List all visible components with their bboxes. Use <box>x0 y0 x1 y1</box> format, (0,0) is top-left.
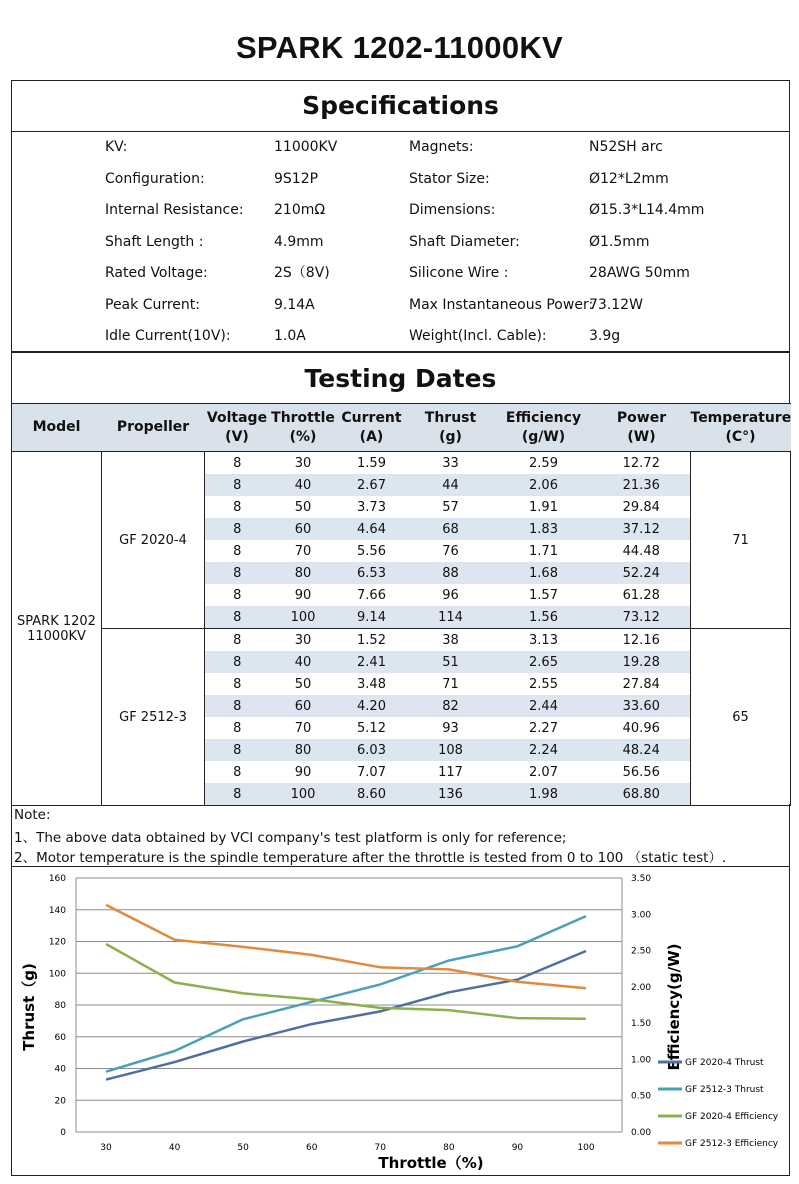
spec-label: Rated Voltage: <box>105 265 208 281</box>
data-cell: 12.72 <box>622 455 660 471</box>
data-cell: 6.53 <box>337 562 407 584</box>
data-cell: 37.12 <box>593 518 691 540</box>
x-tick-label: 90 <box>511 1143 524 1153</box>
data-cell: 8 <box>205 540 270 562</box>
notes-heading: Note: <box>14 807 51 823</box>
data-cell: 30 <box>294 632 312 648</box>
data-cell: 1.98 <box>495 783 593 806</box>
table-row <box>12 629 791 652</box>
column-header: Throttle (%) <box>270 404 337 452</box>
data-cell: 51 <box>407 651 495 673</box>
data-cell: 9.14 <box>337 606 407 629</box>
data-cell: 30 <box>294 455 312 471</box>
temperature-cell: 71 <box>691 452 791 629</box>
data-cell: 44 <box>407 474 495 496</box>
data-cell: 3.13 <box>529 632 558 648</box>
temperature-cell: 65 <box>691 629 791 806</box>
data-cell: 8 <box>205 783 270 806</box>
data-cell: 4.20 <box>337 695 407 717</box>
specifications-heading: Specifications <box>12 81 789 132</box>
data-cell: 70 <box>294 720 312 736</box>
data-cell: 68 <box>407 518 495 540</box>
data-cell: 8 <box>205 673 270 695</box>
spec-value: 9S12P <box>274 170 319 187</box>
data-cell: 71 <box>442 676 459 692</box>
spec-row <box>12 290 789 321</box>
data-cell: 88 <box>407 562 495 584</box>
data-cell: 8 <box>205 629 270 652</box>
data-cell: 1.91 <box>529 499 558 515</box>
data-cell: 8 <box>205 562 270 584</box>
y2-tick-label: 1.50 <box>631 1019 652 1030</box>
data-cell: 3.48 <box>357 676 386 692</box>
data-cell: 136 <box>407 783 495 806</box>
column-header: Efficiency (g/W) <box>495 404 593 452</box>
specifications-panel <box>11 80 790 352</box>
data-cell: 40 <box>270 651 337 673</box>
x-tick-label: 60 <box>305 1143 318 1153</box>
data-cell: 90 <box>294 764 312 780</box>
column-header: Current (A) <box>337 404 407 452</box>
data-cell: 96 <box>442 587 459 603</box>
y2-tick-label: 1.00 <box>631 1055 652 1066</box>
legend-label: GF 2512-3 Efficiency <box>685 1139 779 1149</box>
performance-chart <box>11 866 790 1176</box>
data-cell: 7.07 <box>357 764 386 780</box>
table-header-row <box>12 404 791 452</box>
spec-label: Configuration: <box>105 170 205 187</box>
y-tick-label: 100 <box>48 969 66 980</box>
column-header: Propeller <box>102 404 205 452</box>
data-cell: 8 <box>205 496 270 518</box>
y2-axis-label: Efficiency(g/W) <box>665 943 683 1071</box>
data-cell: 12.16 <box>622 632 660 648</box>
data-cell: 8 <box>205 606 270 629</box>
spec-label: KV: <box>105 139 128 155</box>
data-cell: 2.55 <box>529 676 558 692</box>
data-cell: 1.56 <box>495 606 593 629</box>
spec-value: 2S（8V) <box>274 265 330 281</box>
y2-tick-label: 0.50 <box>631 1091 652 1102</box>
y-tick-label: 160 <box>48 874 66 884</box>
spec-value: N52SH arc <box>589 139 663 155</box>
data-cell: 80 <box>270 739 337 761</box>
data-cell: 5.56 <box>357 543 386 559</box>
data-cell: 40 <box>270 474 337 496</box>
data-cell: 108 <box>407 739 495 761</box>
data-cell: 1.83 <box>495 518 593 540</box>
data-cell: 52.24 <box>593 562 691 584</box>
y2-tick-label: 3.50 <box>631 874 652 884</box>
y2-tick-label: 3.00 <box>631 910 652 921</box>
propeller-cell: GF 2512-3 <box>102 629 205 806</box>
data-cell: 8 <box>205 651 270 673</box>
spec-value: Ø12*L2mm <box>589 170 669 187</box>
spec-value: 1.0A <box>274 328 306 344</box>
y-tick-label: 80 <box>54 1001 66 1011</box>
data-cell: 100 <box>270 606 337 629</box>
data-cell: 7.66 <box>357 587 386 603</box>
y2-tick-label: 2.50 <box>631 946 652 957</box>
data-cell: 8 <box>205 474 270 496</box>
y2-tick-label: 0.00 <box>631 1128 652 1138</box>
data-cell: 60 <box>270 518 337 540</box>
data-cell: 2.65 <box>495 651 593 673</box>
data-cell: 73.12 <box>593 606 691 629</box>
data-cell: 114 <box>407 606 495 629</box>
spec-label: Idle Current(10V): <box>105 328 231 344</box>
x-tick-label: 70 <box>374 1143 387 1153</box>
spec-label: Weight(Incl. Cable): <box>409 328 547 344</box>
data-cell: 60 <box>270 695 337 717</box>
propeller-cell: GF 2020-4 <box>102 452 205 629</box>
x-tick-label: 40 <box>168 1143 181 1153</box>
spec-label: Stator Size: <box>409 170 490 187</box>
note-line-1: 1、The above data obtained by VCI company's test platform is only for reference; <box>14 830 567 846</box>
spec-value: 210mΩ <box>274 202 326 218</box>
data-cell: 8.60 <box>337 783 407 806</box>
data-cell: 1.52 <box>357 632 386 648</box>
chart-canvas <box>12 867 789 1175</box>
series-line <box>106 951 586 1080</box>
data-cell: 2.44 <box>495 695 593 717</box>
testing-data-table <box>11 403 791 806</box>
y-tick-label: 140 <box>48 905 66 916</box>
data-cell: 5.12 <box>357 720 386 736</box>
data-cell: 8 <box>205 739 270 761</box>
y2-tick-label: 2.00 <box>631 982 652 993</box>
x-tick-label: 30 <box>100 1143 112 1153</box>
data-cell: 19.28 <box>593 651 691 673</box>
data-cell: 8 <box>205 717 270 739</box>
data-cell: 8 <box>205 584 270 606</box>
data-cell: 2.59 <box>529 455 558 471</box>
column-header: Thrust (g) <box>407 404 495 452</box>
data-cell: 44.48 <box>622 543 660 559</box>
spec-value: 73.12W <box>589 296 643 313</box>
data-cell: 27.84 <box>622 676 660 692</box>
data-cell: 70 <box>294 543 312 559</box>
data-cell: 1.59 <box>357 455 386 471</box>
data-cell: 93 <box>442 720 459 736</box>
data-cell: 40.96 <box>622 720 660 736</box>
data-cell: 50 <box>294 499 312 515</box>
spec-value: Ø15.3*L14.4mm <box>589 202 705 218</box>
data-cell: 4.64 <box>337 518 407 540</box>
data-cell: 21.36 <box>593 474 691 496</box>
data-cell: 57 <box>442 499 459 515</box>
data-cell: 6.03 <box>337 739 407 761</box>
data-cell: 1.71 <box>529 543 558 559</box>
y-tick-label: 120 <box>48 937 66 948</box>
data-cell: 33.60 <box>593 695 691 717</box>
page-title: SPARK 1202-11000KV <box>235 30 564 65</box>
spec-row <box>12 227 789 258</box>
data-cell: 8 <box>205 518 270 540</box>
data-cell: 82 <box>407 695 495 717</box>
data-cell: 61.28 <box>622 587 660 603</box>
data-cell: 33 <box>442 455 459 471</box>
spec-label: Magnets: <box>409 139 474 155</box>
data-cell: 8 <box>205 761 270 783</box>
data-cell: 2.67 <box>337 474 407 496</box>
y-tick-label: 0 <box>60 1128 66 1138</box>
data-cell: 76 <box>442 543 459 559</box>
x-tick-label: 80 <box>443 1143 455 1153</box>
data-cell: 50 <box>294 676 312 692</box>
data-cell: 2.41 <box>337 651 407 673</box>
y-tick-label: 20 <box>54 1096 66 1107</box>
spec-row <box>12 258 789 289</box>
legend-label: GF 2020-4 Efficiency <box>685 1112 779 1122</box>
spec-label: Internal Resistance: <box>105 202 244 218</box>
y-tick-label: 40 <box>54 1064 66 1075</box>
spec-value: 3.9g <box>589 328 621 344</box>
spec-label: Shaft Length : <box>105 233 204 250</box>
spec-value: 4.9mm <box>274 233 324 250</box>
y-axis-label: Thrust（g) <box>20 963 38 1051</box>
column-header: Voltage (V) <box>205 404 270 452</box>
legend-label: GF 2512-3 Thrust <box>685 1085 764 1095</box>
data-cell: 38 <box>442 632 459 648</box>
column-header: Temperature (C°) <box>691 404 791 452</box>
spec-label: Silicone Wire : <box>409 265 509 281</box>
column-header: Power (W) <box>593 404 691 452</box>
data-cell: 2.06 <box>495 474 593 496</box>
testing-heading: Testing Dates <box>12 352 789 404</box>
spec-row <box>12 195 789 226</box>
spec-label: Max Instantaneous Power: <box>409 296 594 313</box>
table-row <box>12 452 791 475</box>
x-tick-label: 50 <box>237 1143 249 1153</box>
data-cell: 117 <box>438 764 463 780</box>
data-cell: 68.80 <box>593 783 691 806</box>
data-cell: 2.07 <box>529 764 558 780</box>
data-cell: 3.73 <box>357 499 386 515</box>
data-cell: 29.84 <box>622 499 660 515</box>
column-header: Model <box>12 404 102 452</box>
data-cell: 56.56 <box>622 764 660 780</box>
y-tick-label: 60 <box>54 1032 66 1043</box>
data-cell: 2.27 <box>529 720 558 736</box>
data-cell: 80 <box>270 562 337 584</box>
x-tick-label: 100 <box>577 1143 595 1153</box>
legend-label: GF 2020-4 Thrust <box>685 1058 764 1068</box>
data-cell: 8 <box>205 452 270 475</box>
note-line-2: 2、Motor temperature is the spindle temperature after the throttle is tested from 0 to 100 （static test）. <box>14 850 727 866</box>
spec-row <box>12 164 789 195</box>
model-cell: SPARK 1202 11000KV <box>12 452 102 806</box>
spec-row <box>12 132 789 163</box>
data-cell: 90 <box>294 587 312 603</box>
data-cell: 1.57 <box>529 587 558 603</box>
data-cell: 8 <box>205 695 270 717</box>
spec-value: 28AWG 50mm <box>589 265 690 281</box>
spec-row <box>12 321 789 352</box>
data-cell: 1.68 <box>495 562 593 584</box>
x-axis-label: Throttle（%) <box>378 1154 484 1172</box>
spec-label: Peak Current: <box>105 296 200 313</box>
spec-label: Dimensions: <box>409 202 496 218</box>
notes-panel <box>11 804 790 867</box>
spec-value: Ø1.5mm <box>589 233 650 250</box>
spec-label: Shaft Diameter: <box>409 233 520 250</box>
data-cell: 2.24 <box>495 739 593 761</box>
data-cell: 48.24 <box>593 739 691 761</box>
data-cell: 100 <box>270 783 337 806</box>
spec-value: 9.14A <box>274 296 315 313</box>
spec-value: 11000KV <box>274 139 338 155</box>
